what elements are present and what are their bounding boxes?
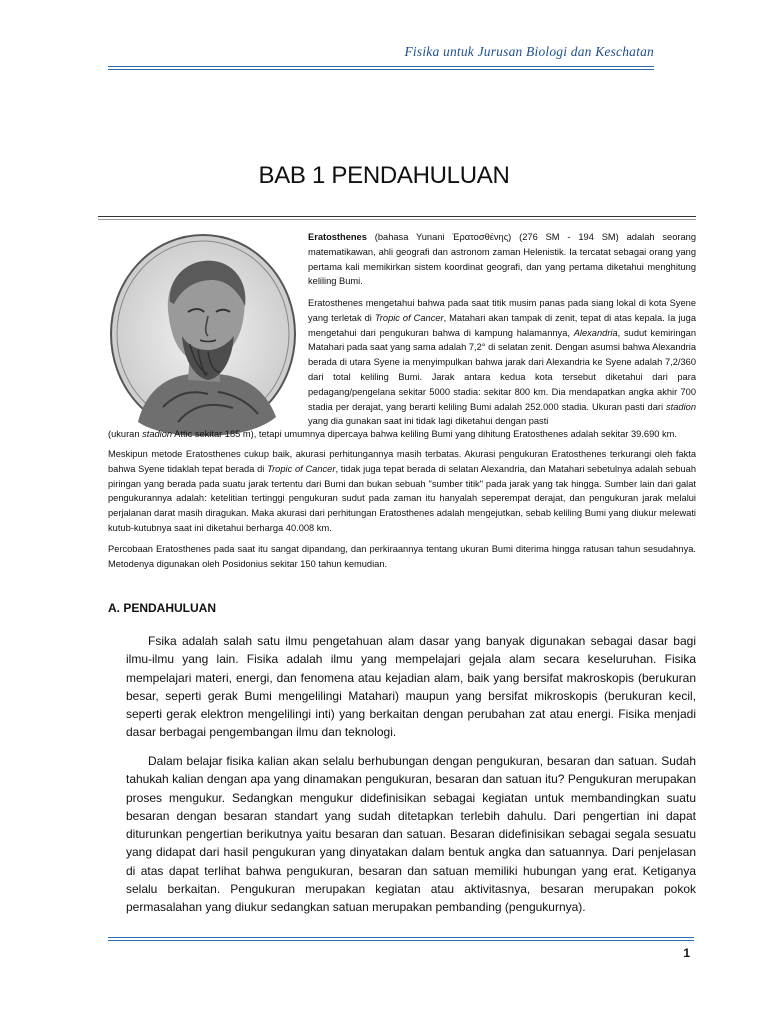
intro-paragraph-2: [308, 296, 696, 429]
footer-rule-bottom: [108, 940, 694, 941]
intro-paragraph-1: [308, 230, 696, 289]
intro-paragraph-4: [108, 542, 696, 572]
intro-p2-stadion: stadion: [666, 401, 696, 412]
intro-p2-stadion-2: stadion: [142, 429, 173, 439]
intro-p2-alexandria: Alexandria: [573, 327, 618, 338]
intro-p1-text: (bahasa Yunani Ἐρατοσθένης) (276 SM - 194 SM) adalah seorang matematikawan, ahli geografi dan astronom zaman Helenistik. Ia tercatat sebagai orang yang pertama kali memikirkan sistem koordinat geografi, dan yang pertama diketahui menghitung keliling Bumi.: [308, 232, 696, 287]
header-rule-bottom: [108, 69, 654, 70]
eratosthenes-portrait: [108, 232, 298, 437]
chapter-rule: [98, 216, 696, 217]
intro-p2-text-d: yang dia gunakan saat ini tidak lagi diketahui dengan pasti: [308, 416, 549, 427]
intro-p2-text-e-b: Attic sekitar 185 m), tetapi umumnya dipercaya bahwa keliling Bumi yang dihitung Eratosthenes adalah sekitar 39.690 km.: [172, 429, 677, 439]
intro-p2-text-e-a: (ukuran: [108, 429, 143, 439]
intro-paragraph-2-continued: [108, 427, 696, 442]
body-paragraph-1: Fsika adalah salah satu ilmu pengetahuan alam dasar yang banyak digunakan sebagai dasar bagi ilmu-ilmu yang lain. Fisika adalah ilmu yang mempelajari gejala alam secara keseluruhan. Fisika mempelajari materi, energi, dan fenomena atau kejadian alam, baik yang bersifat makroskopis (berukuran besar, seperti gerak Bumi mengelilingi Matahari) maupun yang bersifat mikroskopis (berukuran kecil, seperti gerak elektron mengelilingi inti) yang berkaitan dengan perubahan zat atau energi. Fisika menjadi dasar berbagai pengembangan ilmu dan teknologi.: [126, 634, 696, 740]
body-paragraph-2: Dalam belajar fisika kalian akan selalu berhubungan dengan pengukuran, besaran dan satuan. Sudah tahukah kalian dengan apa yang dinamakan pengukuran, besaran dan satuan itu? Pengukuran merupakan proses mengukur. Sedangkan mengukur didefinisikan sebagai kegiatan untuk membandingkan suatu besaran dengan besaran standart yang sudah ditetapkan terlebih dahulu. Dari pengertian ini dapat diturunkan pengertian berikutnya yaitu besaran dan satuan. Besaran didefinisikan sebagai segala sesuatu yang didapat dari hasil pengukuran yang dinyatakan dalam bentuk angka dan satuannya. Dari penjelasan di atas dapat terlihat bahwa pengukuran, besaran dan satuan memiliki hubungan yang erat. Ketiganya selalu berkaitan. Pengukuran merupakan kegiatan atau aktivitasnya, besaran merupakan pokok permasalahan yang diukur sedangkan satuan merupakan pembanding (pengukurnya).: [126, 754, 696, 915]
section-heading: A. PENDAHULUAN: [108, 601, 216, 615]
intro-p2-text-a: Eratosthenes mengetahui bahwa pada saat titik musim panas pada siang lokal di kota Syene yang terletak di: [308, 298, 696, 323]
page-number: 1: [683, 946, 690, 960]
intro-p2-text-b: , Matahari akan tampak di zenit, tepat di atas kepala. Ia juga mengetahui dari pengukuran bahwa di kampung halamannya,: [308, 312, 696, 338]
intro-p3-text-b: , tidak juga tepat berada di selatan Alexandria, dan Matahari sebetulnya adalah sebuah piringan yang berada pada suatu jarak tertentu dari Bumi dan bukan sebuah "sumber titik" pada jarak yang tak hingga. Sumber lain dari galat pengukurannya adalah: ketelitian tertinggi pengukuran sudut pada zaman itu hanyalah seperempat derajat, dan pengukuran jarak melalui perjalanan darat masih diragukan. Maka akurasi dari perhitungan Eratosthenes adalah mengejutkan, sebab keliling Bumi yang diukur melewati kutub-kutubnya saat ini diketahui berharga 40.008 km.: [108, 463, 696, 533]
intro-p4-text: Percobaan Eratosthenes pada saat itu sangat dipandang, dan perkiraannya tentang ukuran Bumi diterima hingga ratusan tahun sesudahnya. Metodenya digunakan oleh Posidonius sekitar 150 tahun kemudian.: [108, 544, 696, 569]
eratosthenes-name: Eratosthenes: [308, 232, 367, 242]
running-header: Fisika untuk Jurusan Biologi dan Keschatan: [404, 44, 654, 59]
intro-p2-text-c: , sudut kemiringan Matahari pada saat yang sama adalah 7,2° di selatan zenit. Dengan asumsi bahwa Alexandria berada di utara Syene ia menyimpulkan bahwa jarak dari Alexandria ke Syene adalah 7,2/360 dari total keliling Bumi. Jarak antara kedua kota tersebut diketahui dari para pedagang/pengelana sekitar 5000 stadia: sekitar 800 km. Dia mendapatkan angka akhir 700 stadia per derajat, yang berarti keliling Bumi adalah 252.000 stadia. Ukuran pasti dari: [308, 327, 696, 412]
intro-p3-tropic: Tropic of Cancer: [267, 463, 336, 474]
footer-rule-top: [108, 937, 694, 938]
chapter-rule-secondary: [98, 219, 696, 220]
intro-p2-tropic: Tropic of Cancer: [374, 312, 444, 323]
intro-p3-text-a: Meskipun metode Eratosthenes cukup baik, akurasi perhitungannya masih terbatas. Akurasi pengukuran Eratosthenes terkurangi oleh fakta bahwa Syene tidaklah tepat berada di: [108, 449, 696, 474]
header-rule-top: [108, 66, 654, 67]
chapter-title: BAB 1 PENDAHULUAN: [258, 162, 510, 189]
intro-paragraph-3: [108, 447, 696, 536]
